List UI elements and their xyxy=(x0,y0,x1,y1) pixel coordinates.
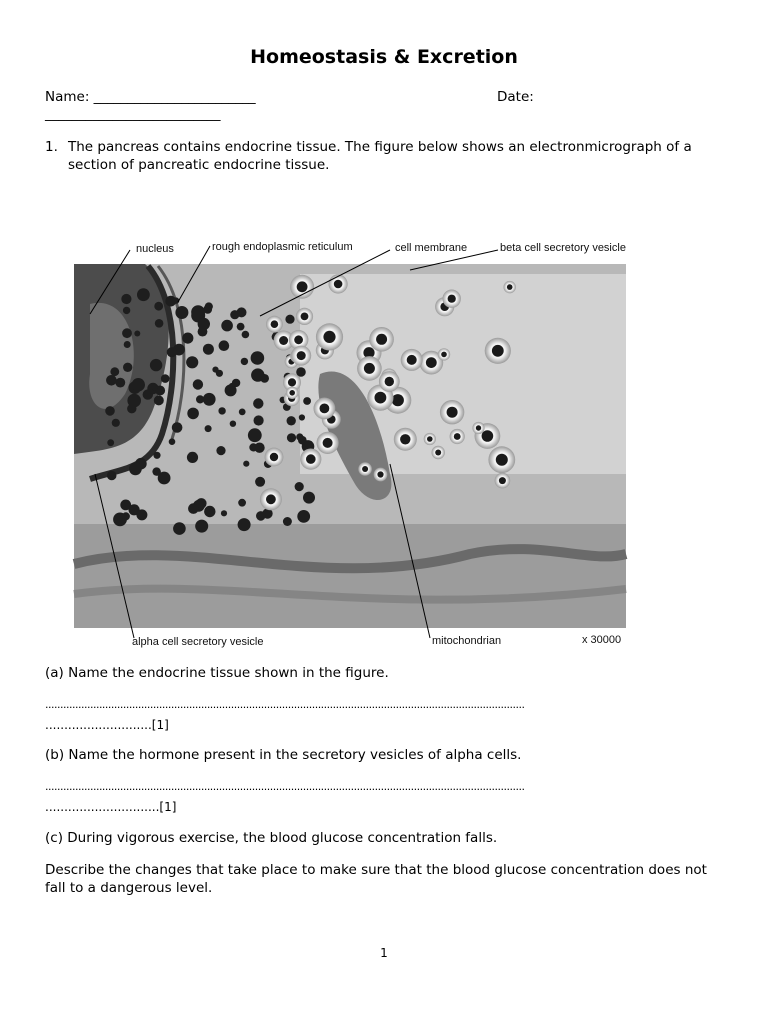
alpha-granule xyxy=(297,510,310,523)
beta-granule xyxy=(314,398,336,420)
beta-granule xyxy=(401,349,423,371)
date-field-label: Date: xyxy=(497,89,534,105)
alpha-granule xyxy=(124,341,131,348)
alpha-granule xyxy=(303,397,311,405)
alpha-granule xyxy=(287,433,296,442)
alpha-granule xyxy=(154,302,163,311)
alpha-granule xyxy=(195,520,208,533)
part-a-question: (a) Name the endocrine tissue shown in the figure. xyxy=(45,665,389,681)
alpha-granule xyxy=(127,404,136,413)
beta-granule xyxy=(450,429,465,444)
magnification-label: x 30000 xyxy=(582,634,622,646)
alpha-granule xyxy=(137,288,150,301)
mitochondrian-label: mitochondrian xyxy=(432,635,502,647)
alpha-granule xyxy=(296,433,303,440)
alpha-granule xyxy=(153,452,160,459)
alpha-granule xyxy=(249,443,257,451)
alpha-granule xyxy=(191,305,205,319)
part-b-question: (b) Name the hormone present in the secretory vesicles of alpha cells. xyxy=(45,747,522,763)
beta-granule xyxy=(443,290,461,308)
alpha-granule xyxy=(106,375,117,386)
alpha-granule xyxy=(196,395,204,403)
beta-granule xyxy=(440,400,464,424)
beta-granule xyxy=(300,449,321,470)
alpha-granule xyxy=(161,374,170,383)
alpha-granule xyxy=(299,414,305,420)
beta-granule xyxy=(357,356,382,381)
alpha-granule xyxy=(283,517,292,526)
part-b-answer-line1[interactable]: ................................................................................................................................................................ xyxy=(45,780,525,793)
alpha-granule xyxy=(205,425,212,432)
alpha-granule xyxy=(221,320,233,332)
alpha-granule xyxy=(188,503,199,514)
micrograph-image xyxy=(74,264,626,628)
alpha-granule xyxy=(187,408,199,420)
beta-granule xyxy=(296,308,313,325)
alpha-granule xyxy=(216,446,225,455)
part-b-answer-line2[interactable]: ..............................[1] xyxy=(45,800,177,814)
beta-granule xyxy=(260,488,282,510)
alpha-granule xyxy=(154,395,164,405)
rough-er-label: rough endoplasmic reticulum xyxy=(212,241,353,253)
alpha-granule xyxy=(241,358,248,365)
alpha-granule xyxy=(303,492,315,504)
alpha-granule xyxy=(123,307,130,314)
electron-micrograph-figure xyxy=(70,234,640,654)
cell-membrane-label: cell membrane xyxy=(395,242,468,254)
alpha-granule xyxy=(186,356,198,368)
question-intro-line2: section of pancreatic endocrine tissue. xyxy=(68,157,330,173)
alpha-granule xyxy=(243,461,249,467)
alpha-granule xyxy=(152,385,158,391)
alpha-granule xyxy=(230,421,236,427)
question-number: 1. xyxy=(45,139,58,155)
nucleus-label: nucleus xyxy=(136,243,174,255)
alpha-granule xyxy=(256,511,266,521)
alpha-vesicle-label: alpha cell secretory vesicle xyxy=(132,636,264,648)
beta-granule xyxy=(317,432,339,454)
alpha-granule xyxy=(132,378,145,391)
beta-granule xyxy=(265,448,284,467)
alpha-granule xyxy=(253,398,263,408)
alpha-granule xyxy=(136,509,147,520)
alpha-granule xyxy=(110,367,119,376)
beta-granule xyxy=(488,446,515,473)
alpha-granule xyxy=(198,327,208,337)
alpha-granule xyxy=(221,510,227,516)
alpha-granule xyxy=(167,347,177,357)
beta-granule xyxy=(286,387,298,399)
alpha-granule xyxy=(134,331,140,337)
part-a-answer-line2[interactable]: ............................[1] xyxy=(45,718,169,732)
beta-granule xyxy=(485,338,511,364)
alpha-granule xyxy=(122,512,130,520)
alpha-granule xyxy=(237,323,245,331)
alpha-granule xyxy=(105,406,115,416)
alpha-granule xyxy=(129,462,142,475)
date-field-line: __________________________ xyxy=(45,106,221,122)
alpha-granule xyxy=(122,328,132,338)
alpha-granule xyxy=(251,351,265,365)
alpha-granule xyxy=(150,359,162,371)
alpha-granule xyxy=(107,439,114,446)
alpha-granule xyxy=(112,419,120,427)
alpha-granule xyxy=(285,315,294,324)
alpha-granule xyxy=(230,310,239,319)
beta-granule xyxy=(266,316,283,333)
alpha-granule xyxy=(254,415,264,425)
beta-granule xyxy=(290,275,314,299)
beta-granule xyxy=(438,348,450,360)
question-intro-line1: The pancreas contains endocrine tissue. The figure below shows an electronmicrograph of a xyxy=(68,139,692,155)
alpha-granule xyxy=(173,522,186,535)
page-title: Homeostasis & Excretion xyxy=(250,46,518,68)
beta-granule xyxy=(358,462,372,476)
alpha-granule xyxy=(238,518,251,531)
alpha-granule xyxy=(155,319,164,328)
alpha-granule xyxy=(169,438,176,445)
alpha-granule xyxy=(203,344,214,355)
alpha-granule xyxy=(251,368,264,381)
alpha-granule xyxy=(121,294,131,304)
alpha-granule xyxy=(218,407,225,414)
alpha-granule xyxy=(232,379,240,387)
alpha-granule xyxy=(182,333,193,344)
alpha-granule xyxy=(107,471,117,481)
alpha-granule xyxy=(204,506,215,517)
beta-granule xyxy=(369,327,394,352)
beta-granule xyxy=(316,323,343,350)
alpha-granule xyxy=(255,477,265,487)
alpha-granule xyxy=(115,378,125,388)
part-c-question: (c) During vigorous exercise, the blood glucose concentration falls. xyxy=(45,830,498,846)
part-a-answer-line1[interactable]: ................................................................................................................................................................ xyxy=(45,698,525,711)
alpha-granule xyxy=(152,467,160,475)
part-c-describe-line1: Describe the changes that take place to make sure that the blood glucose concentration does not xyxy=(45,862,707,878)
beta-granule xyxy=(504,281,516,293)
beta-granule xyxy=(329,274,348,293)
alpha-granule xyxy=(287,416,296,425)
alpha-granule xyxy=(239,409,246,416)
beta-vesicle-label: beta cell secretory vesicle xyxy=(500,242,626,254)
part-c-describe-line2: fall to a dangerous level. xyxy=(45,880,213,896)
alpha-granule xyxy=(248,428,262,442)
alpha-granule xyxy=(193,379,203,389)
alpha-granule xyxy=(187,452,198,463)
beta-granule xyxy=(291,346,311,366)
beta-granule xyxy=(374,468,388,482)
page-number: 1 xyxy=(380,946,388,960)
beta-granule xyxy=(495,473,511,489)
alpha-granule xyxy=(172,422,183,433)
alpha-granule xyxy=(219,340,230,351)
alpha-granule xyxy=(175,306,188,319)
alpha-granule xyxy=(296,367,306,377)
alpha-granule xyxy=(203,393,216,406)
alpha-granule xyxy=(238,499,246,507)
alpha-granule xyxy=(123,363,132,372)
alpha-granule xyxy=(242,331,250,339)
beta-granule xyxy=(472,422,484,434)
name-field-label: Name: ________________________ xyxy=(45,89,256,105)
alpha-granule xyxy=(212,367,218,373)
beta-granule xyxy=(432,446,445,459)
beta-granule xyxy=(379,371,400,392)
beta-granule xyxy=(424,433,436,445)
beta-granule xyxy=(394,428,417,451)
alpha-granule xyxy=(295,482,304,491)
